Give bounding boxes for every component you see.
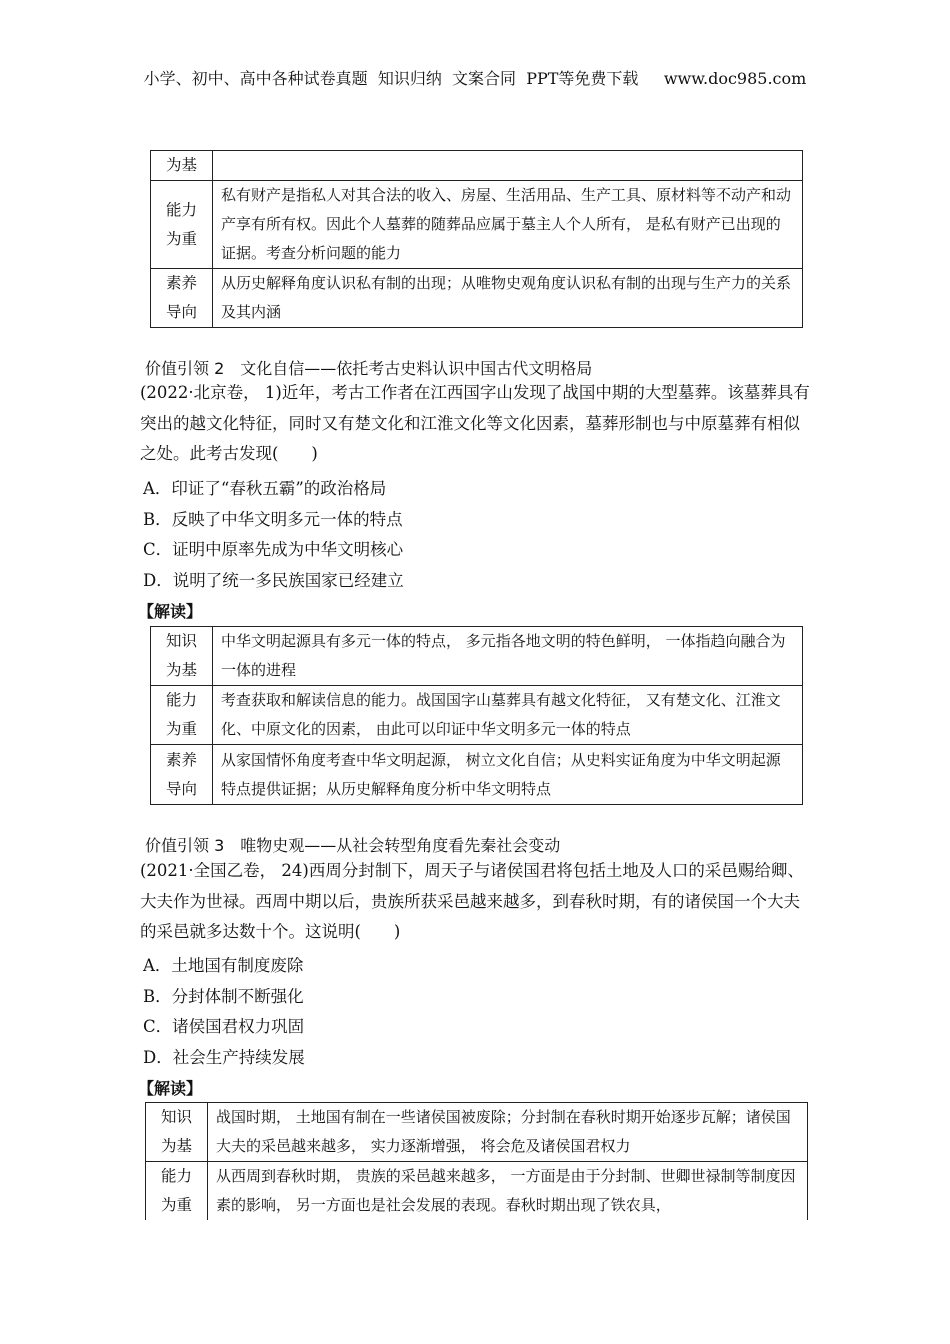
row-content: 私有财产是指私人对其合法的收入、房屋、生活用品、生产工具、原材料等不动产和动产享有所有权。因此个人墓葬的随葬品应属于墓主人个人所有， 是私有财产已出现的证据。考查分析问题的能力: [213, 181, 803, 269]
analysis-table-3: [145, 1102, 808, 1220]
row-head: 知识 为基: [151, 627, 213, 686]
row-head: 素养 导向: [151, 269, 213, 328]
question-text: (2021·全国乙卷， 24)西周分封制下，周天子与诸侯国君将包括土地及人口的采邑赐给卿、大夫作为世禄。西周中期以后，贵族所获采邑越来越多，到春秋时期，有的诸侯国一个大夫的采邑就多达数十个。这说明( ): [140, 861, 804, 941]
table-row: [151, 627, 803, 686]
option-b: B．反映了中华文明多元一体的特点: [143, 510, 403, 529]
option-a: A．土地国有制度废除: [143, 956, 304, 975]
table-row: [151, 745, 803, 805]
row-content: 从家国情怀角度考查中华文明起源， 树立文化自信；从史料实证角度为中华文明起源特点提供证据；从历史解释角度分析中华文明特点: [213, 745, 803, 805]
option-a: A．印证了“春秋五霸”的政治格局: [143, 479, 387, 498]
analysis-table-1: [150, 150, 803, 328]
option-c: C．诸侯国君权力巩固: [143, 1017, 305, 1036]
table-row: [146, 1103, 808, 1162]
row-head: 知识 为基: [146, 1103, 208, 1162]
section-title: 价值引领 2 文化自信——依托考古史料认识中国古代文明格局: [145, 359, 593, 378]
row-content: 中华文明起源具有多元一体的特点， 多元指各地文明的特色鲜明， 一体指趋向融合为一体的进程: [213, 627, 803, 686]
option-b: B．分封体制不断强化: [143, 987, 304, 1006]
table-row: [151, 686, 803, 745]
option-d: D．说明了统一多民族国家已经建立: [143, 571, 404, 590]
table-row: [151, 181, 803, 269]
question-text: (2022·北京卷， 1)近年，考古工作者在江西国字山发现了战国中期的大型墓葬。该墓葬具有突出的越文化特征，同时又有楚文化和江淮文化等文化因素，墓葬形制也与中原墓葬有相似之处。此考古发现( ): [140, 383, 810, 463]
row-head: 能力 为重: [151, 181, 213, 269]
section-title: 价值引领 3 唯物史观——从社会转型角度看先秦社会变动: [145, 836, 561, 855]
page-header: 小学、初中、高中各种试卷真题 知识归纳 文案合同 PPT等免费下载 www.doc985.com: [143, 69, 807, 88]
row-head: 能力 为重: [151, 686, 213, 745]
row-head: 为基: [151, 151, 213, 181]
option-c: C．证明中原率先成为中华文明核心: [143, 540, 404, 559]
row-content: 战国时期， 土地国有制在一些诸侯国被废除；分封制在春秋时期开始逐步瓦解；诸侯国大夫的采邑越来越多， 实力逐渐增强， 将会危及诸侯国君权力: [208, 1103, 808, 1162]
row-content: [213, 151, 803, 181]
table-row: [151, 269, 803, 328]
table-row: [146, 1162, 808, 1221]
jiedu-label: 【解读】: [138, 1079, 203, 1098]
option-d: D．社会生产持续发展: [143, 1048, 305, 1067]
row-content: 考查获取和解读信息的能力。战国国字山墓葬具有越文化特征， 又有楚文化、江淮文化、中原文化的因素， 由此可以印证中华文明多元一体的特点: [213, 686, 803, 745]
row-content: 从西周到春秋时期， 贵族的采邑越来越多， 一方面是由于分封制、世卿世禄制等制度因素的影响， 另一方面也是社会发展的表现。春秋时期出现了铁农具，: [208, 1162, 808, 1221]
row-head: 能力 为重: [146, 1162, 208, 1221]
row-content: 从历史解释角度认识私有制的出现；从唯物史观角度认识私有制的出现与生产力的关系及其内涵: [213, 269, 803, 328]
analysis-table-2: [150, 626, 803, 805]
row-head: 素养 导向: [151, 745, 213, 805]
table-row: [151, 151, 803, 181]
jiedu-label: 【解读】: [138, 602, 203, 621]
